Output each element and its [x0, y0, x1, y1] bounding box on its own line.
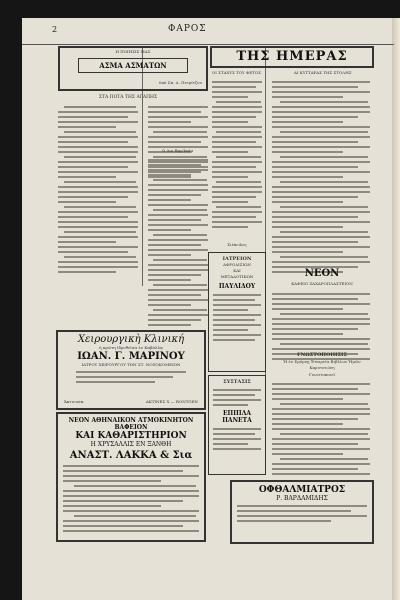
left-column-text: [58, 103, 138, 276]
clinic-ad-line1: ἡ πρώτη ἱδρυθεῖσα ἐν Καβάλλᾳ: [99, 345, 163, 350]
section-heading: ΣΤΑ ΠΟΤΑ ΤΗΣ ΑΓΑΠΗΣ: [98, 95, 158, 100]
right-masthead-box: [210, 46, 374, 68]
poem-box: [58, 46, 208, 91]
doctor-ad-line1: ΑΦΡΟΔΙΣΙΩΝ: [223, 262, 251, 267]
right-masthead: ΤΗΣ ΗΜΕΡΑΣ: [236, 49, 348, 64]
poem-byline: ὑπὸ Σπ. Δ. Πετρίτζου: [158, 80, 202, 85]
announcement-sub: Ἡ ἐν Σμύρνῃ Ἑταιρεία Βιβλίων Ἡμῶν Καρυτσιώνη: [283, 359, 361, 370]
announcement-heading: ΓΝΩΣΤΟΠΟΙΗΣΙΣ: [297, 352, 347, 358]
dyers-ad-text: [63, 465, 199, 532]
neon-heading: ΝΕΟΝ: [304, 268, 340, 279]
poem-title-box: [78, 58, 188, 73]
dyers-ad-line3: Η ΧΡΥΣΑΛΛΙΣ ΕΝ ΞΑΝΘΗ: [90, 441, 172, 448]
header-rule: [22, 44, 394, 45]
right-col-a-text: [212, 78, 262, 231]
clinic-ad-bottom-left: Ἀκτινοσκ.: [64, 399, 85, 404]
neon-subheading: ΚΑΦΕΙΟ ΖΑΧΑΡΟΠΛΑΣΤΕΙΟΝ: [291, 281, 353, 286]
dyers-ad-line1: ΝΕΟΝ ΑΘΗΝΑΙΚΟΝ ΑΤΜΟΚΙΝΗΤΟΝ ΒΑΦΕΙΟΝ: [68, 417, 194, 431]
cafe-ad-text-2: [213, 428, 261, 450]
dyers-ad-line2: ΚΑΙ ΚΑΘΑΡΙΣΤΗΡΙΟΝ: [75, 431, 187, 441]
dyers-ad-line4: ΑΝΑΣΤ. ΛΑΚΚΑ & Σια: [69, 450, 193, 461]
page-edge: [392, 18, 400, 600]
right-subhead-right: ΑΙ ΚΥΤΤΑΡΑΣ ΤΗΣ ΣΤΟΛΗΣ: [294, 70, 352, 75]
clinic-ad-name: ΙΩΑΝ. Γ. ΜΑΡΙΝΟΥ: [77, 351, 185, 362]
announcement-text: [272, 380, 370, 478]
ophthalmologist-ad: [230, 480, 374, 544]
right-col-b-text: [272, 78, 370, 276]
doctor-ad: [208, 252, 266, 372]
ophthalmologist-text: [237, 505, 367, 522]
ophthalmologist-name: Ρ. ΒΑΡΔΑΜΙΔΗΣ: [276, 495, 328, 502]
cafe-ad-text: [213, 389, 261, 406]
cafe-ad-heading: ΣΥΣΤΑΣΙΣ: [223, 379, 251, 385]
announcement-sub2: Γνωστοποιεῖ: [308, 372, 336, 377]
doctor-ad-text: [213, 294, 261, 341]
clinic-ad-line2: ΙΑΤΡΟΥ ΧΕΙΡΟΥΡΓΟΥ ΤΩΝ ΣΤ. ΝΟΣΟΚΟΜΕΙΩΝ: [81, 362, 181, 367]
clinic-ad-bottom-right: ΑΚΤΙΝΕΣ Χ — RONTGEN: [145, 399, 198, 404]
doctor-ad-name: ΠΑΥΛΙΔΟΥ: [218, 283, 256, 290]
clinic-ad: [56, 330, 206, 410]
doctor-ad-title: ΙΑΤΡΕΙΟΝ: [222, 256, 252, 262]
clinic-ad-top: Χειρουργικὴ Κλινική: [77, 334, 185, 345]
doctor-ad-line2: ΚΑΙ: [233, 268, 241, 273]
right-subhead-left: ΟΙ ΣΤΑΧΥΣ ΤΟΥ ΦΕΤΟΣ: [212, 70, 261, 75]
clinic-ad-text: [76, 371, 186, 383]
ophthalmologist-title: ΟΦΘΑΛΜΙΑΤΡΟΣ: [258, 485, 346, 495]
page-number: 2: [52, 25, 58, 34]
poem-box-top: Η ΠΟΙΗΣΙΣ ΜΑΣ: [115, 49, 151, 54]
middle-signature: Σιέπωλος: [227, 242, 247, 247]
middle-caption: Ο Διο Βαρ'Ικάμ: [161, 148, 194, 153]
newspaper-title: ΦΑΡΟΣ: [168, 24, 207, 34]
middle-column-text-2: [148, 156, 208, 329]
doctor-ad-line3: ΜΕΤΑΔΟΤΙΚΩΝ: [220, 274, 254, 279]
poem-title: ΑΣΜΑ ΑΣΜΑΤΩΝ: [99, 61, 167, 70]
cafe-ad-name: ΕΠΙΠΛΑ ΠΑΝΕΤΑ: [222, 410, 252, 424]
cafe-ad: [208, 375, 266, 475]
dyers-ad: [56, 412, 206, 542]
